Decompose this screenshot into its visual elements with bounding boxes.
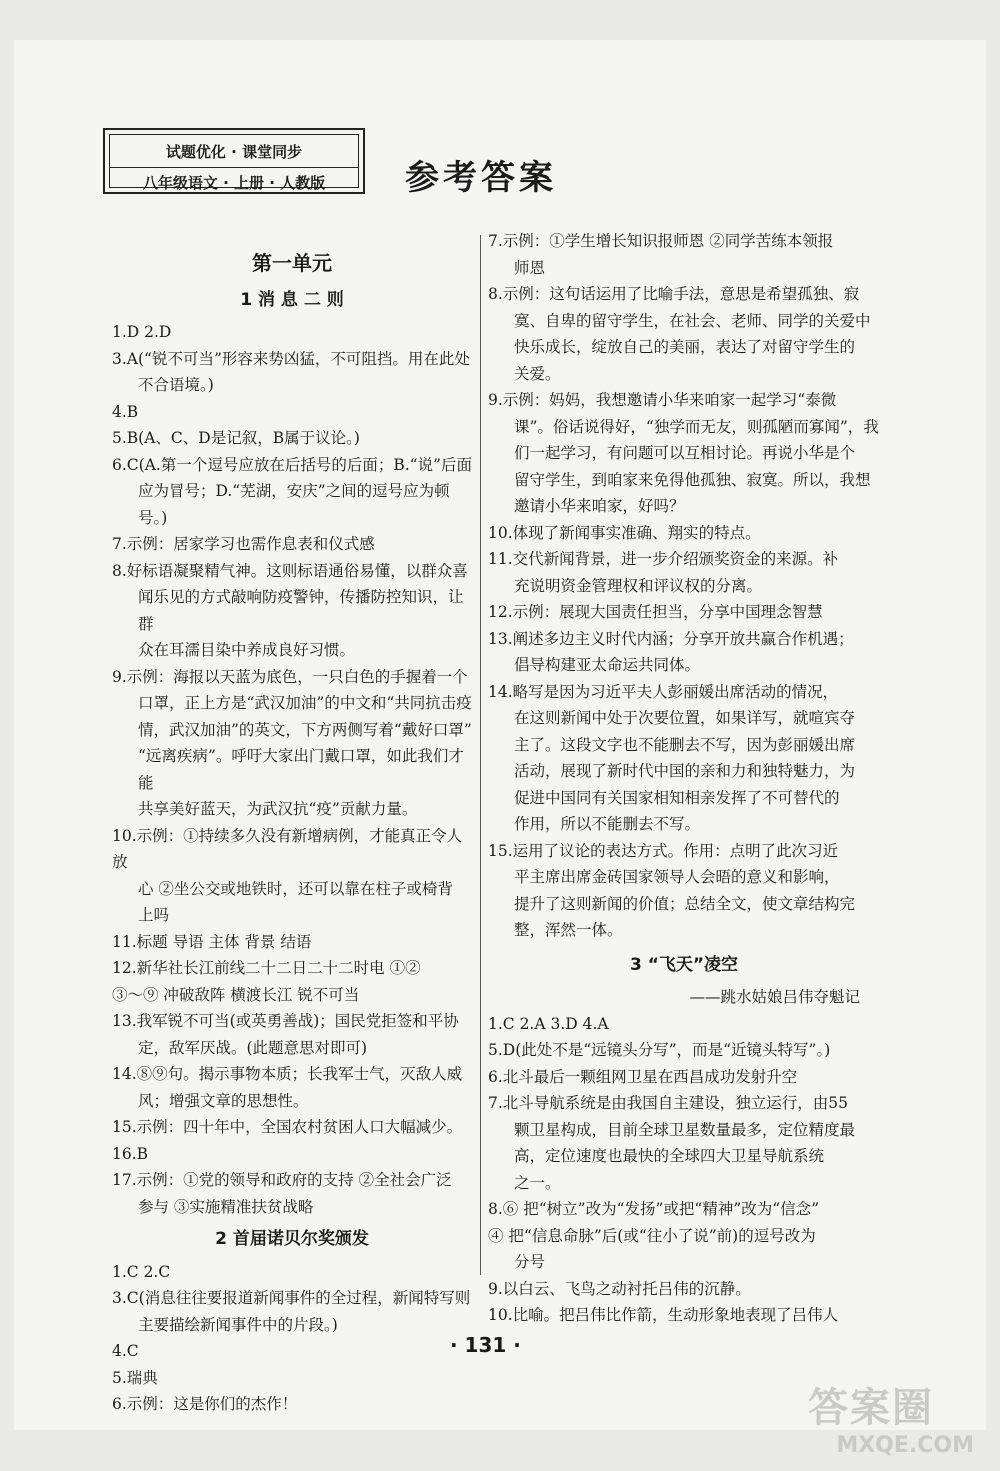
answer-line: 13.阐述多边主义时代内涵；分享开放共赢合作机遇； [488,629,854,648]
answer-line: 活动，展现了新时代中国的亲和力和独特魅力，为 [514,762,856,780]
answer-line: 11.标题 导语 主体 背景 结语 [112,932,312,951]
answer-line: 10.示例：①持续多久没有新增病例，才能真正令人放 [112,826,463,871]
answer-line: 促进中国同有关国家相知相亲发挥了不可替代的 [514,788,840,807]
watermark-logo [808,1376,974,1456]
answer-list-3 [488,1011,880,1329]
answer-line: 心 ②坐公交或地铁时，还可以靠在柱子或椅背 [138,879,453,898]
answer-line: 上吗 [138,906,170,924]
series-label-box [103,128,365,194]
answer-line: 不合语境。) [138,376,214,394]
answer-line: 6.C(A.第一个逗号应放在后括号的后面；B.“说”后面 [112,455,472,474]
answer-line: 倡导构建亚太命运共同体。 [514,656,701,674]
answer-line: 5.B(A、C、D是记叙，B属于议论。) [112,429,360,447]
answer-line: 高，定位速度也最快的全球四大卫星导航系统 [514,1147,825,1165]
answer-line: 邀请小华来咱家，好吗？ [514,497,685,515]
book-edition: 八年级语文 · 上册 · 人教版 [110,167,358,193]
answer-line: 4.B [112,402,139,421]
answer-line: 5.瑞典 [112,1368,158,1387]
answer-line: 15.运用了议论的表达方式。作用：点明了此次习近 [488,841,839,860]
answer-line: 1.D 2.D [112,323,172,341]
answer-line: 14.略写是因为习近平夫人彭丽媛出席活动的情况， [488,682,839,701]
answer-line: 寞、自卑的留守学生，在社会、老师、同学的关爱中 [514,311,871,330]
answer-list-2-cont [488,228,880,944]
answer-line: 参与 ③实施精准扶贫战略 [138,1197,314,1216]
answer-line: 3.C(消息往往要报道新闻事件的全过程，新闻特写则 [112,1289,471,1307]
answer-line: 定，敌军厌战。(此题意思对即可) [138,1038,368,1057]
answer-line: 提升了这则新闻的价值；总结全文，使文章结构完 [514,894,856,913]
answer-line: 9.示例：妈妈，我想邀请小华来咱家一起学习“泰微 [488,391,837,409]
answer-line: 主要描绘新闻事件中的片段。) [138,1315,338,1334]
right-column [488,228,880,1329]
answer-line: 7.示例：居家学习也需作息表和仪式感 [112,535,375,553]
answer-line: 6.北斗最后一颗组网卫星在西昌成功发射升空 [488,1067,798,1086]
answer-line: 14.⑧⑨句。揭示事物本质；长我军士气，灭敌人威 [112,1065,463,1083]
watermark-text: 答案圈 [808,1385,934,1431]
answer-line: “远离疾病”。呼吁大家出门戴口罩，如此我们才能 [138,747,464,792]
answer-line: 整，浑然一体。 [514,921,623,939]
answer-line: 17.示例：①党的领导和政府的支持 ②全社会广泛 [112,1171,452,1189]
page-title: 参考答案 [405,158,557,198]
answer-line: 口罩，正上方是“武汉加油”的中文和“共同抗击疫 [138,694,472,712]
answer-line: 9.示例：海报以天蓝为底色，一只白色的手握着一个 [112,667,468,686]
answer-line: 风；增强文章的思想性。 [138,1091,309,1110]
column-divider [480,235,481,1275]
left-column [112,240,472,1418]
answer-line: 师恩 [514,258,546,277]
answer-line: 4.C [112,1342,139,1360]
series-name: 试题优化 · 课堂同步 [165,143,303,161]
answer-line: 充说明资金管理权和评议权的分离。 [514,576,763,595]
answer-line: 1.C 2.C [112,1262,171,1281]
answer-list-1 [112,319,472,1220]
answer-line: 主了。这段文字也不能删去不写，因为彭丽媛出席 [514,735,856,754]
answer-line: 12.示例：展现大国责任担当，分享中国理念智慧 [488,603,823,621]
answer-line: 8.示例：这句话运用了比喻手法，意思是希望孤独、寂 [488,285,860,303]
answer-line: 情，武汉加油”的英文，下方两侧写着“戴好口罩” [138,720,472,739]
answer-line: 们一起学习，有问题可以互相讨论。再说小华是个 [514,444,856,462]
answer-line: 10.体现了新闻事实准确、翔实的特点。 [488,523,761,542]
answer-line: 11.交代新闻背景，进一步介绍颁奖资金的来源。补 [488,550,839,568]
answer-list-2 [112,1259,472,1418]
answer-line: 7.北斗导航系统是由我国自主建设，独立运行，由55 [488,1094,849,1112]
unit-title: 第一单元 [252,251,332,275]
answer-line: 作用，所以不能删去不写。 [514,815,701,833]
answer-line: 8.⑥ 把“树立”改为“发扬”或把“精神”改为“信念” [488,1200,820,1218]
answer-line: 15.示例：四十年中，全国农村贫困人口大幅减少。 [112,1118,463,1136]
answer-line: 在这则新闻中处于次要位置，如果详写，就喧宾夺 [514,709,856,727]
answer-line: 9.以白云、飞鸟之动衬托吕伟的沉静。 [488,1279,751,1298]
answer-line: 快乐成长，绽放自己的美丽，表达了对留守学生的 [514,338,856,356]
section-title-1: 1 消 息 二 则 [240,289,344,310]
watermark-url: MXQE.COM [836,1433,974,1458]
answer-line: 7.示例：①学生增长知识报师恩 ②同学苦练本领报 [488,232,834,250]
answer-line: 13.我军锐不可当(或英勇善战)；国民党拒签和平协 [112,1012,459,1030]
answer-line: 众在耳濡目染中养成良好习惯。 [138,641,356,659]
answer-line: 课”。俗话说得好，“独学而无友，则孤陋而寡闻”，我 [514,417,879,436]
answer-line: 10.比喻。把吕伟比作箭，生动形象地表现了吕伟人 [488,1306,839,1324]
answer-line: 12.新华社长江前线二十二日二十二时电 ①② [112,959,421,977]
answer-line: 共享美好蓝天，为武汉抗“疫”贡献力量。 [138,800,418,818]
section-subtitle-3: ——跳水姑娘吕伟夺魁记 [689,988,860,1006]
answer-line: 之一。 [514,1173,561,1192]
answer-line: ③～⑨ 冲破敌阵 横渡长江 锐不可当 [112,985,360,1004]
answer-line: 3.A(“锐不可当”形容来势凶猛，不可阻挡。用在此处 [112,349,470,368]
answer-line: 5.D(此处不是“远镜头分写”，而是“近镜头特写”。) [488,1041,831,1059]
answer-line: 16.B [112,1144,149,1163]
answer-line: 8.好标语凝聚精气神。这则标语通俗易懂，以群众喜 [112,561,468,580]
answer-line: 应为冒号；D.“芜湖，安庆”之间的逗号应为顿号。) [138,482,450,527]
answer-line: 闻乐见的方式敲响防疫警钟，传播防控知识，让群 [138,588,464,633]
answer-line: 留守学生，到咱家来免得他孤独、寂寞。所以，我想 [514,470,871,489]
section-title-3: 3 “飞天”凌空 [629,954,739,975]
answer-line: 平主席出席金砖国家领导人会晤的意义和影响， [514,868,840,886]
section-title-2: 2 首届诺贝尔奖颁发 [215,1229,369,1249]
answer-line: 1.C 2.A 3.D 4.A [488,1014,609,1033]
answer-line: 6.示例：这是你们的杰作！ [112,1395,298,1413]
page-number: · 131 · [450,1333,521,1357]
answer-line: 分号 [514,1253,546,1271]
answer-line: 关爱。 [514,364,561,383]
answer-line: ④ 把“信息命脉”后(或“往小了说”前)的逗号改为 [488,1226,816,1245]
answer-line: 颗卫星构成，目前全球卫星数量最多，定位精度最 [514,1120,856,1139]
